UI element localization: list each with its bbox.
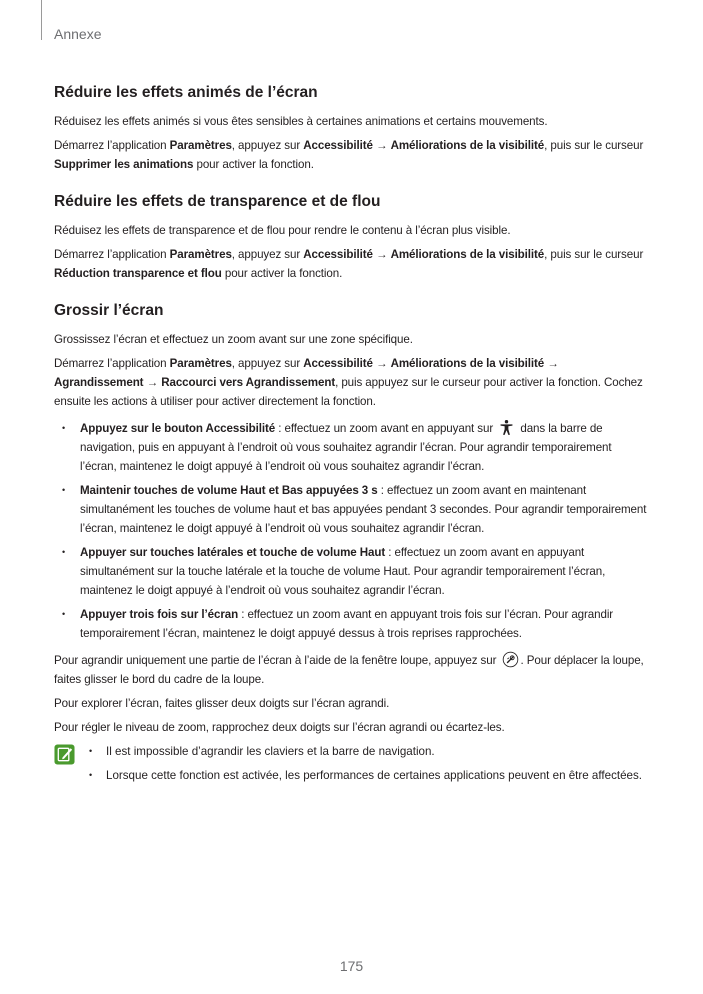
list-item: • Appuyez sur le bouton Accessibilité : effectuez un zoom avant en appuyant sur dans la barre de navigation, puis en appuyant à l’endroit où vous souhaitez agrandir l’écran. Pour agrandir temporairement l’écran, maintenez le doigt appuyé à l’endroit où vous souhaitez agrandir l’écran. <box>80 419 648 476</box>
note-icon <box>54 744 75 765</box>
section-title-animations: Réduire les effets animés de l’écran <box>54 84 318 101</box>
note-list <box>54 742 648 785</box>
list-item: • Maintenir touches de volume Haut et Bas appuyées 3 s : effectuez un zoom avant en maintenant simultanément les touches de volume haut et bas appuyées pendant 3 secondes. Pour agrandir temporairement l’écran, maintenez le doigt appuyé à l’endroit où vous souhaitez agrandir l’écran. <box>80 481 648 538</box>
page-content <box>54 83 648 790</box>
page-number: 175 <box>339 958 364 974</box>
magnify-options-list <box>54 419 648 643</box>
section-steps-animations: Démarrez l’application Paramètres, appuyez sur Accessibilité → Améliorations de la visibilité, puis sur le curseur Supprimer les animations pour activer la fonction. <box>54 139 644 171</box>
list-item: • Lorsque cette fonction est activée, les performances de certaines applications peuvent en être affectées. <box>106 766 648 785</box>
note-block <box>54 742 648 785</box>
list-item: • Appuyer trois fois sur l’écran : effectuez un zoom avant en appuyant trois fois sur l’écran. Pour agrandir temporairement l’écran, maintenez le doigt appuyé dessus à trois reprises rapprochées. <box>80 605 648 643</box>
section-steps-magnify: Démarrez l’application Paramètres, appuyez sur Accessibilité → Améliorations de la visibilité → Agrandissement → Raccourci vers Agrandissement, puis appuyez sur le curseur pour activer la fonction. Cochez ensuite les actions à utiliser pour activer directement la fonction. <box>54 357 643 408</box>
section-intro-animations: Réduisez les effets animés si vous êtes sensibles à certaines animations et certains mouvements. <box>54 115 548 128</box>
page-header: Annexe <box>54 26 102 42</box>
side-rule <box>41 0 42 40</box>
section-intro-transparency: Réduisez les effets de transparence et de flou pour rendre le contenu à l’écran plus visible. <box>54 224 511 237</box>
section-title-transparency: Réduire les effets de transparence et de flou <box>54 193 381 210</box>
section-title-magnify: Grossir l’écran <box>54 302 164 319</box>
magnifier-window-icon <box>502 651 519 668</box>
section-steps-transparency: Démarrez l’application Paramètres, appuyez sur Accessibilité → Améliorations de la visibilité, puis sur le curseur Réduction transparence et flou pour activer la fonction. <box>54 248 644 280</box>
list-item: • Appuyer sur touches latérales et touche de volume Haut : effectuez un zoom avant en appuyant simultanément sur la touche latérale et la touche de volume Haut. Pour agrandir temporairement l’écran, maintenez le doigt appuyé à l’endroit où vous souhaitez agrandir l’écran. <box>80 543 648 600</box>
loupe-paragraph: Pour agrandir uniquement une partie de l’écran à l’aide de la fenêtre loupe, appuyez sur . Pour déplacer la loupe, faites glisser le bord du cadre de la loupe. <box>54 651 648 689</box>
list-item: • Il est impossible d’agrandir les claviers et la barre de navigation. <box>106 742 648 761</box>
explore-paragraph: Pour explorer l’écran, faites glisser deux doigts sur l’écran agrandi. <box>54 697 390 710</box>
section-intro-magnify: Grossissez l’écran et effectuez un zoom avant sur une zone spécifique. <box>54 333 413 346</box>
accessibility-icon <box>498 419 515 436</box>
zoom-paragraph: Pour régler le niveau de zoom, rapprochez deux doigts sur l’écran agrandi ou écartez-les. <box>54 721 505 734</box>
